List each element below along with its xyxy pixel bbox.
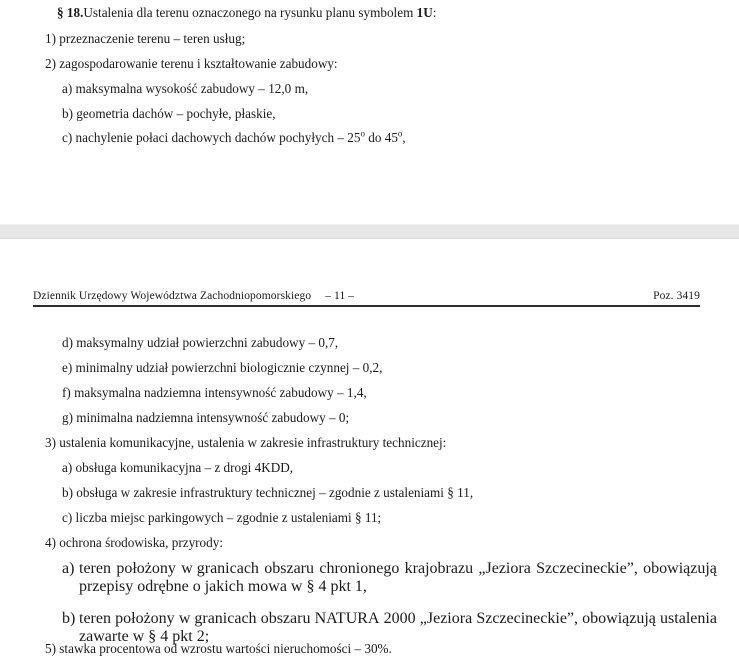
- list-item-5: [45, 641, 392, 657]
- list-item-2c: [62, 130, 406, 146]
- list-item-text: liczba miejsc parkingowych – zgodnie z ustaleniami § 11;: [75, 510, 382, 525]
- header-position-number: Poz. 3419: [653, 290, 700, 302]
- list-item-text: minimalny udział powierzchni biologicznie czynnej – 0,2,: [75, 360, 383, 375]
- list-item-4: [45, 535, 223, 551]
- word: położony: [116, 560, 176, 577]
- degree-symbol: o: [360, 128, 365, 139]
- list-marker: b): [62, 106, 73, 121]
- list-item-3b: [62, 485, 473, 501]
- list-marker: e): [62, 360, 73, 375]
- list-marker: 4): [45, 535, 56, 550]
- list-item-3a: [62, 460, 293, 476]
- list-marker: 2): [45, 56, 56, 71]
- list-marker: c): [62, 130, 73, 145]
- word: teren: [79, 560, 111, 577]
- list-item-text: maksymalny udział powierzchni zabudowy – 0,7,: [76, 335, 339, 350]
- list-item-text-post: ,: [402, 130, 406, 145]
- section-heading: [57, 5, 436, 21]
- list-marker: 1): [45, 31, 56, 46]
- list-item-2g: [62, 410, 349, 426]
- list-marker: 3): [45, 435, 56, 450]
- section-heading-symbol-bold: 1U: [416, 5, 433, 20]
- list-item-text: obsługa komunikacyjna – z drogi 4KDD,: [75, 460, 294, 475]
- continuation-line: przepisy odrębne o jakich mowa w § 4 pkt 1,: [79, 578, 367, 595]
- page-fragment-top: [0, 0, 739, 224]
- list-item-text: nachylenie połaci dachowych dachów pochyłych – 25: [75, 130, 361, 145]
- word: Szczecineckie”,: [536, 560, 638, 577]
- list-item-text: geometria dachów – pochyłe, płaskie,: [76, 106, 276, 121]
- list-marker: 5): [45, 641, 56, 656]
- list-item-2b: [62, 106, 276, 122]
- header-rule: [33, 305, 700, 307]
- page-fragment-bottom: [0, 239, 739, 663]
- list-item-body: [79, 560, 717, 596]
- justified-line: [79, 560, 717, 578]
- word: obszaru: [264, 560, 315, 577]
- list-item-4a: [62, 560, 717, 596]
- list-marker: d): [62, 335, 73, 350]
- list-item-text: maksymalna nadziemna intensywność zabudowy – 1,4,: [74, 385, 367, 400]
- word: w granicach: [178, 610, 257, 627]
- section-heading-trailing: :: [432, 5, 437, 20]
- word: teren: [79, 610, 111, 627]
- list-item-2d: [62, 335, 338, 351]
- list-item-text: przeznaczenie terenu – teren usług;: [59, 31, 246, 46]
- list-item-3c: [62, 510, 381, 526]
- list-marker: a): [62, 81, 73, 96]
- list-item-2a: [62, 81, 308, 97]
- word: obszaru: [260, 610, 311, 627]
- word: obowiązują: [643, 560, 717, 577]
- list-item-text: ustalenia komunikacyjne, ustalenia w zakresie infrastruktury technicznej:: [59, 435, 447, 450]
- list-item-text: maksymalna wysokość zabudowy – 12,0 m,: [75, 81, 309, 96]
- word: „Jeziora: [419, 610, 473, 627]
- list-marker: f): [62, 385, 71, 400]
- header-page-number: – 11 –: [325, 290, 355, 302]
- list-item-2: [45, 56, 338, 72]
- list-marker: a): [62, 560, 75, 577]
- word: w granicach: [181, 560, 259, 577]
- section-symbol: § 18.: [57, 5, 84, 20]
- list-marker: a): [62, 460, 73, 475]
- list-item-text: ochrona środowiska, przyrody:: [59, 535, 224, 550]
- degree-symbol: o: [397, 128, 403, 139]
- word: Szczecineckie”,: [476, 610, 579, 627]
- page-break-separator: [0, 224, 739, 239]
- section-heading-text: Ustalenia dla terenu oznaczonego na rysunku planu symbolem: [83, 5, 417, 20]
- list-marker: b): [62, 485, 73, 500]
- word: NATURA: [314, 610, 380, 627]
- list-marker: g): [62, 410, 73, 425]
- list-item-text: minimalna nadziemna intensywność zabudowy – 0;: [76, 410, 350, 425]
- list-item-text: obsługa w zakresie infrastruktury technicznej – zgodnie z ustaleniami § 11,: [76, 485, 474, 500]
- list-item-2f: [62, 385, 367, 401]
- list-item-2e: [62, 360, 382, 376]
- list-item-3: [45, 435, 446, 451]
- word: „Jeziora: [478, 560, 531, 577]
- word: krajobrazu: [404, 560, 474, 577]
- justified-line: [79, 610, 717, 628]
- word: chronionego: [319, 560, 400, 577]
- continuation-line: zawarte w § 4 pkt 2;: [79, 628, 210, 645]
- list-marker: c): [62, 510, 73, 525]
- running-header: [33, 290, 700, 310]
- list-item-1: [45, 31, 245, 47]
- list-item-text-mid: do 45: [364, 130, 398, 145]
- word: 2000: [383, 610, 416, 627]
- word: ustalenia: [660, 610, 717, 627]
- list-marker: b): [62, 610, 76, 627]
- list-item-text: zagospodarowanie terenu i kształtowanie zabudowy:: [59, 56, 338, 71]
- word: obowiązują: [582, 610, 656, 627]
- word: położony: [115, 610, 175, 627]
- list-item-text: stawka procentowa od wzrostu wartości nieruchomości – 30%.: [59, 641, 392, 656]
- header-journal-title: Dziennik Urzędowy Województwa Zachodniopomorskiego: [33, 290, 312, 302]
